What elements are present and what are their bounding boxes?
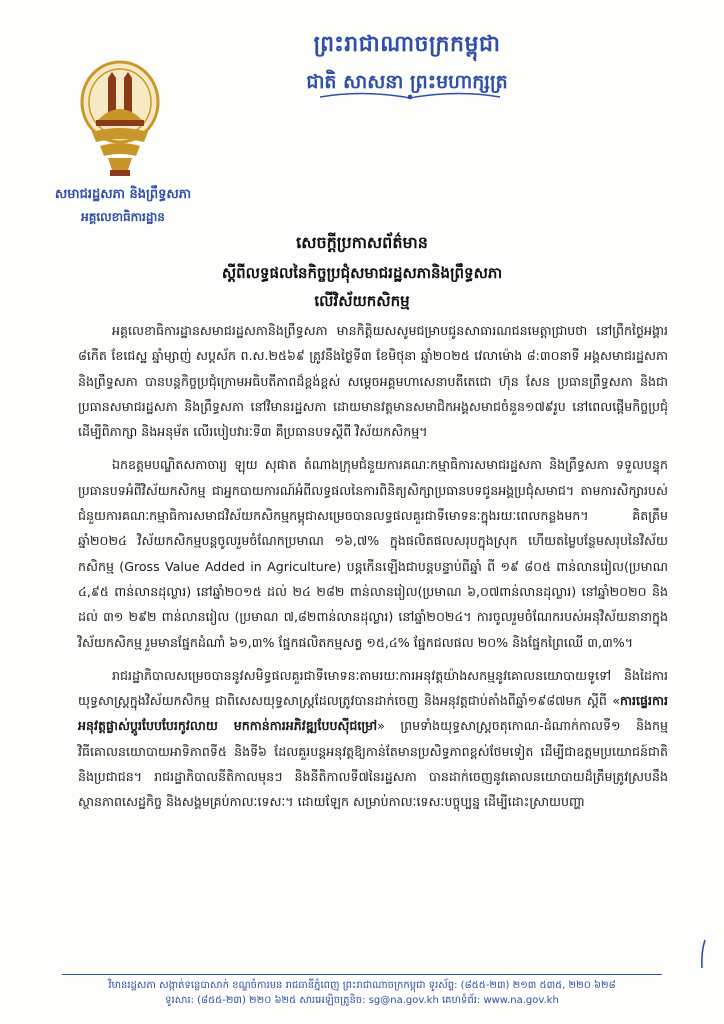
footer-divider — [62, 974, 662, 975]
paragraph-3-rest: » ព្រមទាំងយុទ្ធសាស្ត្រចតុកោណ-ដំណាក់កាលទី១ និងកម្មវិធីគោលនយោបាយអាទិភាពទី៥ និងទី៦ ដែលគួរបន្តអនុវត្តឱ្យកាន់តែមានប្រសិទ្ធភាពខ្ពស់ថែមទៀត ដើម្បីជាឧត្តមប្រយោជន៍ជាតិ និងប្រជាជន។ រាជរដ្ឋាភិបាលនីតិកាលមុនៗ និងនីតិកាលទី៧នៃរដ្ឋសភា បានដាក់ចេញនូវគោលនយោបាយដ៏ត្រឹមត្រូវស្របនឹងស្ថានភាពសេដ្ឋកិច្ច និងសង្គមគ្រប់កាលៈទេសៈ។ ដោយឡែក សម្រាប់កាលៈទេសៈបច្ចុប្បន្ន ដើម្បីដោះស្រាយបញ្ហា — [78, 718, 669, 810]
paragraph-3 — [78, 663, 668, 815]
footer — [40, 978, 684, 1008]
title-line-1: សេចក្តីប្រកាសព័ត៌មាន — [296, 233, 428, 252]
organization-name — [28, 186, 218, 227]
kingdom-title: ព្រះរាជាណាចក្រកម្ពុជា — [313, 32, 501, 57]
paragraph-1: អគ្គលេខាធិការដ្ឋានសមាជរដ្ឋសភានិងព្រឹទ្ធសភា មានកិត្តិយសសូមជម្រាបជូនសាធារណជនមេត្តាជ្រាបថា នៅព្រឹកថ្ងៃអង្គារ ៨កើត ខែជេស្ឋ ឆ្នាំម្សាញ់ សប្តស័ក ព.ស.២៥៦៩ ត្រូវនឹងថ្ងៃទី៣ ខែមិថុនា ឆ្នាំ២០២៥ វេលាម៉ោង ៨:៣០នាទី អង្គសមាជរដ្ឋសភានិងព្រឹទ្ធសភា បានបន្តកិច្ចប្រជុំក្រោមអធិបតីភាពដ៏ខ្ពង់ខ្ពស់ សម្តេចអគ្គមហាសេនាបតីតេជោ ហ៊ុន សែន ប្រធានព្រឹទ្ធសភា និងជាប្រធានសមាជរដ្ឋសភា និងព្រឹទ្ធសភា នៅវិមានរដ្ឋសភា ដោយមានវត្តមានសមាជិកអង្គសមាជចំនួន១៧៩រូប នៅពេលផ្តើមកិច្ចប្រជុំ ដើម្បីពិភាក្សា និងអនុម័ត លើរបៀបវារៈទី៣ គឺប្រធានបទស្តីពី វិស័យកសិកម្ម។ — [78, 323, 668, 440]
footer-address: វិមានរដ្ឋសភា សង្កាត់ទន្លេបាសាក់ ខណ្ឌចំការមន រាជធានីភ្នំពេញ ព្រះរាជាណាចក្រកម្ពុជា ទូរស័ព្ទ: (៨៥៥-២៣) ២១៣ ៥៣៥, ២២០ ៦២៨ — [108, 980, 616, 991]
paragraph-2: ឯកឧត្តមបណ្ឌិតសភាចារ្យ ឡុយ សុផាត តំណាងក្រុមជំនួយការគណៈកម្មាធិការសមាជរដ្ឋសភា និងព្រឹទ្ធសភា ទទួលបន្ទុកប្រធានបទអំពីវិស័យកសិកម្ម ជាអ្នកបាយការណ៍អំពីលទ្ធផលនៃការពិនិត្យសិក្សាប្រធានបទជូនអង្គប្រជុំសមាជ។ តាមការសិក្សារបស់ជំនួយការគណៈកម្មាធិការសមាជវិស័យកសិកម្មកម្ពុជាសម្រេចបានលទ្ធផលគួរជាទីមោទនៈក្នុងរយៈពេលកន្លងមក។ គិតត្រឹមឆ្នាំ២០២៤ វិស័យកសិកម្មបន្តចូលរួមចំណែកប្រមាណ ១៦,៧% ក្នុងផលិតផលសរុបក្នុងស្រុក ហើយតម្លៃបន្ថែមសរុបនៃវិស័យកសិកម្ម (Gross Value Added in Agriculture) បន្តកើនឡើងជាបន្តបន្ទាប់ពីឆ្នាំ ពី ១៩ ៨០៥ ពាន់លានរៀល(ប្រមាណ ៤,៩៥ ពាន់លានដុល្លារ) នៅឆ្នាំ២០១៥ ដល់ ២៤ ២៨២ ពាន់លានរៀល(ប្រមាណ ៦,០៧ពាន់លានដុល្លារ) នៅឆ្នាំ២០២០ និងដល់ ៣១ ២៩២ ពាន់លានរៀល (ប្រមាណ ៧,៨២ពាន់លានដុល្លារ) នៅឆ្នាំ២០២៤។ ការចូលរួមចំណែករបស់អនុវិស័យនានាក្នុងវិស័យកសិកម្ម រួមមានផ្នែកដំណាំ ៦១,៣% ផ្នែកផលិតកម្មសត្វ ១៥,៤% ផ្នែកជលផល ២០% និងផ្នែកព្រៃឈើ ៣,៣%។ — [78, 457, 668, 650]
document-title — [0, 232, 724, 314]
title-line-2: ស្តីពីលទ្ធផលនៃកិច្ចប្រជុំសមាជរដ្ឋសភានិងព្រឹទ្ធសភា — [221, 264, 503, 282]
title-line-3: លើវិស័យកសិកម្ម — [314, 292, 410, 310]
handwritten-mark-icon — [697, 938, 709, 970]
paragraph-3-intro: រាជរដ្ឋាភិបាលសម្រេចបាននូវសមិទ្ធផលគួរជាទីមោទនៈតាមរយៈការអនុវត្តយ៉ាងសកម្មនូវគោលនយោបាយទូទៅ និងដៃការយុទ្ធសាស្ត្រក្នុងវិស័យកសិកម្ម ជាពិសេសយុទ្ធសាស្ត្រដែលត្រូវបានដាក់ចេញ និងអនុវត្តជាប់តាំងពីឆ្នាំ១៩៨៧មក ស្តីពី « — [78, 667, 668, 709]
ornament-flourish-icon — [310, 90, 510, 104]
national-motto: ជាតិ សាសនា ព្រះមហាក្សត្រ — [306, 71, 508, 93]
document-body — [78, 318, 668, 823]
org-line-2: អគ្គលេខាធិការដ្ឋាន — [81, 210, 165, 224]
org-line-1: សមាជរដ្ឋសភា និងព្រឹទ្ធសភា — [54, 187, 192, 202]
paragraph-3-emphasis: ការផ្ទេរការអនុវត្តផ្លាស់ប្តូរបែបបែរកូវលាយ មកកាន់ការអភិវឌ្ឍបែបស៊ីជម្រៅ — [78, 693, 668, 734]
parliament-emblem-icon — [78, 58, 162, 180]
footer-contact: ទូរសារ: (៨៥៥-២៣) ២២០ ៦២៥ សារអេឡិចត្រូនិច: sg@na.gov.kh គេហទំព័រ: www.na.gov.kh — [165, 995, 559, 1006]
